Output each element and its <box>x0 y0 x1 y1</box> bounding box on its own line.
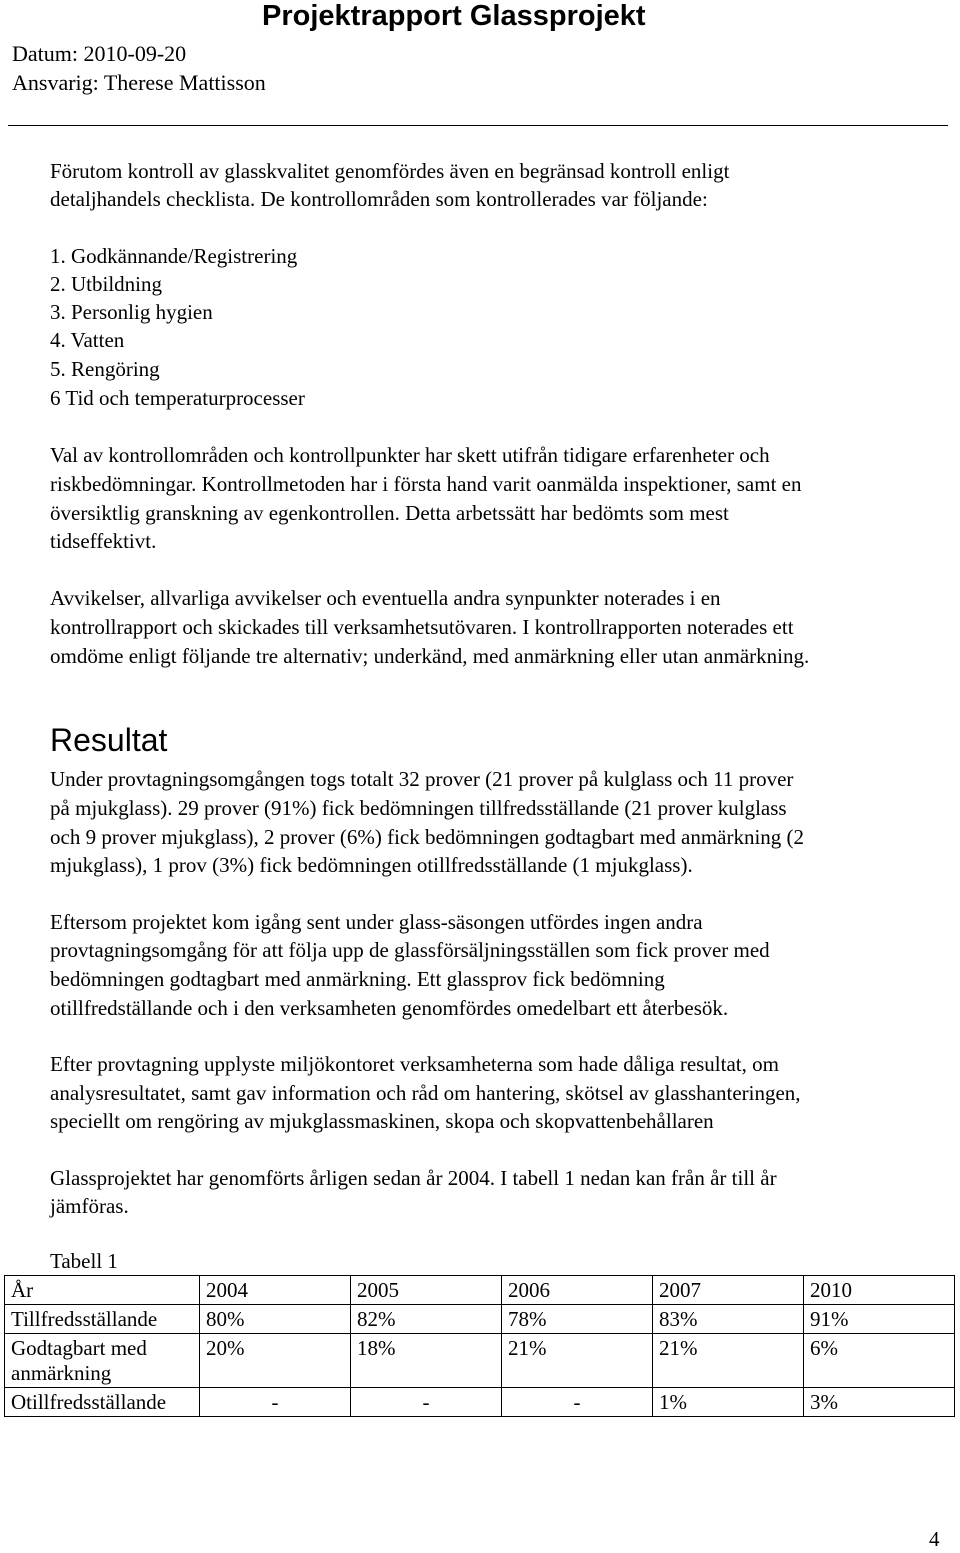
deviations-line: omdöme enligt följande tre alternativ; underkänd, med anmärkning eller utan anmärkning. <box>50 644 810 668</box>
followup-line: otillfredställande och i den verksamheten genomfördes omedelbart ett återbesök. <box>50 996 729 1020</box>
table-row-label <box>5 1334 200 1388</box>
results-line: och 9 prover mjukglass), 2 prover (6%) fick bedömningen godtagbart med anmärkning (2 <box>50 825 805 849</box>
table-year-cell: 2010 <box>804 1276 955 1305</box>
table-year-cell: 2004 <box>200 1276 351 1305</box>
table-cell: 78% <box>502 1305 653 1334</box>
table-cell: 21% <box>502 1334 653 1388</box>
information-line: Efter provtagning upplyste miljökontoret verksamheterna som hade dåliga resultat, om <box>50 1052 779 1076</box>
results-heading: Resultat <box>50 722 168 758</box>
control-area-item: 3. Personlig hygien <box>50 300 213 324</box>
followup-line: bedömningen godtagbart med anmärkning. Ett glassprov fick bedömning <box>50 967 665 991</box>
results-line: mjukglass), 1 prov (3%) fick bedömningen otillfredsställande (1 mjukglass). <box>50 853 693 877</box>
table-year-cell: 2006 <box>502 1276 653 1305</box>
table-cell: - <box>502 1388 653 1417</box>
table-cell: 21% <box>653 1334 804 1388</box>
method-line: översiktlig granskning av egenkontrollen. Detta arbetssätt har bedömts som mest <box>50 501 729 525</box>
table-cell: - <box>200 1388 351 1417</box>
followup-line: Eftersom projektet kom igång sent under glass-säsongen utfördes ingen andra <box>50 910 703 934</box>
deviations-line: kontrollrapport och skickades till verksamhetsutövaren. I kontrollrapporten noterades ett <box>50 615 794 639</box>
table-cell: 80% <box>200 1305 351 1334</box>
report-date: Datum: 2010-09-20 <box>12 41 187 66</box>
method-line: riskbedömningar. Kontrollmetoden har i första hand varit oanmälda inspektioner, samt en <box>50 472 802 496</box>
table-cell: 18% <box>351 1334 502 1388</box>
table-row <box>5 1305 955 1334</box>
results-line: på mjukglass). 29 prover (91%) fick bedömningen tillfredsställande (21 prover kulglass <box>50 796 787 820</box>
table-year-cell: 2005 <box>351 1276 502 1305</box>
control-area-item: 4. Vatten <box>50 328 125 352</box>
page-number: 4 <box>929 1527 940 1551</box>
header-divider <box>8 125 948 126</box>
table-cell: 83% <box>653 1305 804 1334</box>
control-area-item: 5. Rengöring <box>50 357 160 381</box>
intro-line: detaljhandels checklista. De kontrollområden som kontrollerades var följande: <box>50 187 708 211</box>
table-row <box>5 1334 955 1388</box>
table-cell: 1% <box>653 1388 804 1417</box>
document-title: Projektrapport Glassprojekt <box>262 0 646 32</box>
method-line: tidseffektivt. <box>50 529 157 553</box>
control-area-item: 6 Tid och temperaturprocesser <box>50 386 305 410</box>
table-row-label-line: Godtagbart med <box>11 1336 147 1360</box>
table-year-cell: 2007 <box>653 1276 804 1305</box>
history-line: Glassprojektet har genomförts årligen sedan år 2004. I tabell 1 nedan kan från år till år <box>50 1166 777 1190</box>
results-table <box>4 1275 955 1417</box>
table-row-label: Otillfredsställande <box>5 1388 200 1417</box>
table-cell: 6% <box>804 1334 955 1388</box>
method-line: Val av kontrollområden och kontrollpunkter har skett utifrån tidigare erfarenheter och <box>50 443 770 467</box>
information-line: analysresultatet, samt gav information och råd om hantering, skötsel av glasshanteringen, <box>50 1081 801 1105</box>
results-line: Under provtagningsomgången togs totalt 32 prover (21 prover på kulglass och 11 prover <box>50 767 794 791</box>
table-row-label: Tillfredsställande <box>5 1305 200 1334</box>
control-area-item: 2. Utbildning <box>50 272 163 296</box>
table-cell: 91% <box>804 1305 955 1334</box>
table-cell: 3% <box>804 1388 955 1417</box>
table-cell: 20% <box>200 1334 351 1388</box>
report-responsible: Ansvarig: Therese Mattisson <box>12 70 266 95</box>
control-area-item: 1. Godkännande/Registrering <box>50 244 298 268</box>
table-header-row <box>5 1276 955 1305</box>
intro-line: Förutom kontroll av glasskvalitet genomfördes även en begränsad kontroll enligt <box>50 159 730 183</box>
followup-line: provtagningsomgång för att följa upp de glassförsäljningsställen som fick prover med <box>50 938 770 962</box>
deviations-line: Avvikelser, allvarliga avvikelser och eventuella andra synpunkter noterades i en <box>50 586 721 610</box>
information-line: speciellt om rengöring av mjukglassmaskinen, skopa och skopvattenbehållaren <box>50 1109 714 1133</box>
table-caption: Tabell 1 <box>50 1249 118 1273</box>
table-row-label-line: anmärkning <box>11 1361 112 1385</box>
table-cell: 82% <box>351 1305 502 1334</box>
table-header-label: År <box>5 1276 200 1305</box>
table-cell: - <box>351 1388 502 1417</box>
history-line: jämföras. <box>50 1194 129 1218</box>
table-row <box>5 1388 955 1417</box>
